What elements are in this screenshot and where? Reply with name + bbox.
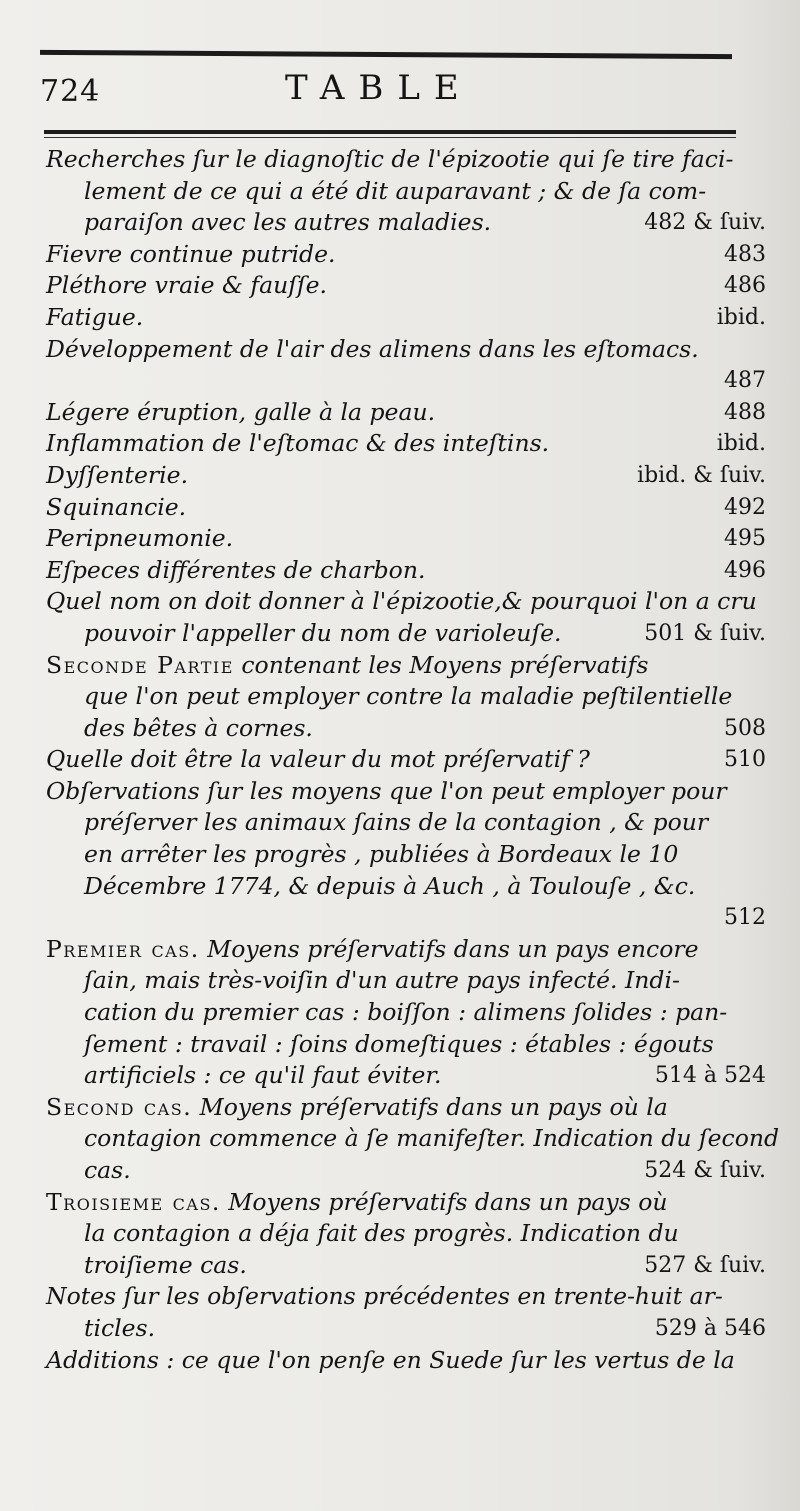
toc-entry-text: Moyens préſervatifs dans un pays où la bbox=[192, 1092, 668, 1121]
toc-entry-text: Fatigue. bbox=[46, 302, 144, 331]
toc-entry-text: Pléthore vraie & fauſſe. bbox=[46, 271, 327, 300]
toc-entry-text: Notes ſur les obſervations précédentes en trente-huit ar- bbox=[46, 1282, 723, 1311]
toc-entry bbox=[46, 492, 766, 524]
toc-entry-text: Développement de l'air des alimens dans les eſtomacs. bbox=[46, 334, 699, 363]
toc-entry-page-ref: 512 bbox=[724, 905, 766, 931]
toc-entry-text: lement de ce qui a été dit auparavant ; & de ſa com- bbox=[84, 176, 707, 205]
toc-entry-text: Quel nom on doit donner à l'épizootie,& pourquoi l'on a cru bbox=[46, 587, 757, 616]
toc-entry-page-ref: 487 bbox=[724, 368, 766, 394]
toc-entry-page-ref: ibid. bbox=[716, 431, 766, 457]
toc-entry-page-ref: 488 bbox=[724, 399, 766, 425]
toc-entry-line bbox=[46, 586, 766, 618]
toc-entry-text: ſement : travail : ſoins domeſtiques : étables : égouts bbox=[84, 1029, 714, 1058]
toc-entry-line bbox=[46, 1345, 766, 1377]
toc-entry-page-ref: 524 & ſuiv. bbox=[644, 1158, 766, 1183]
toc-entry-text: Quelle doit être la valeur du mot préſervatif ? bbox=[46, 745, 590, 774]
toc-entry-line bbox=[46, 965, 766, 997]
toc-entry-text: Décembre 1774, & depuis à Auch , à Toulouſe , &c. bbox=[84, 871, 696, 900]
toc-entry-line bbox=[46, 555, 766, 587]
toc-entry bbox=[46, 1092, 780, 1187]
toc-entry bbox=[46, 397, 766, 429]
toc-entry-line bbox=[46, 776, 766, 808]
toc-entry-text: Légere éruption, galle à la peau. bbox=[46, 397, 436, 426]
toc-entry-lead: Seconde Partie bbox=[46, 650, 234, 679]
toc-entry bbox=[46, 650, 766, 745]
toc-entry-line bbox=[46, 807, 766, 839]
toc-entry-page-ref: 501 & ſuiv. bbox=[644, 620, 766, 646]
toc-entry bbox=[46, 776, 766, 934]
toc-entry-line bbox=[46, 334, 766, 366]
toc-entry-page-ref: 482 & ſuiv. bbox=[644, 210, 766, 236]
toc-entry-line bbox=[46, 997, 766, 1029]
toc-entry bbox=[46, 934, 766, 1092]
toc-entry bbox=[46, 1281, 766, 1344]
toc-entry-text: Fievre continue putride. bbox=[46, 239, 336, 268]
toc-entry-line bbox=[46, 523, 766, 555]
toc-entry-line bbox=[46, 934, 766, 966]
header-rule-bottom bbox=[44, 130, 736, 134]
toc-entry-line bbox=[46, 176, 766, 208]
toc-entry-line bbox=[46, 207, 766, 239]
toc-entry-text: Additions : ce que l'on penſe en Suede ſur les vertus de la bbox=[46, 1345, 735, 1374]
toc-entry-page-ref: 495 bbox=[724, 526, 766, 552]
toc-entry-page-ref: ibid. & ſuiv. bbox=[637, 462, 766, 488]
toc-entry-line bbox=[46, 1281, 766, 1313]
toc-entry-text: contagion commence à ſe manifeſter. Indication du ſecond bbox=[84, 1124, 780, 1153]
toc-entry-page-ref: 527 & ſuiv. bbox=[644, 1252, 766, 1278]
toc-entry bbox=[46, 144, 766, 239]
toc-entry-line bbox=[46, 618, 766, 650]
toc-entry-lead: Troisieme cas. bbox=[46, 1187, 221, 1216]
toc-entry-text: Moyens préſervatifs dans un pays où bbox=[220, 1187, 668, 1216]
toc-entry-lead: Premier cas. bbox=[46, 934, 200, 963]
toc-entry-page-ref: 483 bbox=[724, 241, 766, 267]
toc-entry bbox=[46, 586, 766, 649]
toc-entry-line bbox=[46, 302, 766, 334]
toc-entry-text: Inflammation de l'eſtomac & des inteſtins. bbox=[46, 429, 550, 458]
toc-entry-page-ref: ibid. bbox=[716, 304, 766, 330]
toc-entry-text: paraiſon avec les autres maladies. bbox=[84, 208, 492, 237]
toc-entry-text: artificiels : ce qu'il faut éviter. bbox=[84, 1061, 442, 1090]
toc-entry-text: Dyſſenterie. bbox=[46, 460, 189, 489]
toc-entry-text: cas. bbox=[84, 1156, 131, 1184]
toc-entry-text: pouvoir l'appeller du nom de varioleuſe. bbox=[84, 618, 562, 647]
toc-entry-line bbox=[46, 1218, 766, 1250]
toc-entry-line bbox=[46, 1060, 766, 1092]
toc-entry-line bbox=[46, 744, 766, 776]
toc-entry-page-ref: 496 bbox=[724, 557, 766, 583]
toc-entry-page-ref: 510 bbox=[724, 747, 766, 773]
toc-entry-text: Obſervations ſur les moyens que l'on peut employer pour bbox=[46, 776, 727, 805]
toc-entry-line bbox=[46, 839, 766, 871]
toc-entry bbox=[46, 744, 766, 776]
toc-entry-line bbox=[46, 144, 766, 176]
toc-entry bbox=[46, 555, 766, 587]
toc-entry-line bbox=[46, 681, 766, 713]
toc-entry bbox=[46, 302, 766, 334]
toc-entry-page-ref: 529 à 546 bbox=[654, 1315, 766, 1341]
toc-entry-text: contenant les Moyens préſervatifs bbox=[233, 650, 649, 679]
toc-entry-text: Eſpeces différentes de charbon. bbox=[46, 555, 426, 584]
toc-entry bbox=[46, 428, 766, 460]
toc-entry bbox=[46, 523, 766, 555]
toc-entry-line bbox=[46, 1155, 766, 1187]
toc-entry-text: préſerver les animaux ſains de la contagion , & pour bbox=[84, 808, 709, 837]
toc-entry-line bbox=[46, 460, 766, 492]
toc-entry-line bbox=[46, 492, 766, 524]
toc-entry bbox=[46, 1187, 766, 1282]
page-number: 724 bbox=[40, 74, 101, 109]
toc-entry-page-ref: 492 bbox=[724, 494, 766, 520]
toc-entry-text: des bêtes à cornes. bbox=[84, 713, 313, 742]
toc-entry-text: Recherches ſur le diagnoſtic de l'épizootie qui ſe tire faci- bbox=[46, 145, 734, 173]
toc-entry bbox=[46, 270, 766, 302]
table-of-contents bbox=[46, 144, 780, 1376]
toc-entry-line bbox=[46, 1250, 766, 1282]
toc-entry-text: ticles. bbox=[84, 1313, 156, 1342]
toc-entry-line bbox=[46, 871, 766, 903]
toc-entry-line bbox=[46, 713, 766, 745]
toc-entry-line bbox=[46, 239, 766, 271]
toc-entry bbox=[46, 239, 766, 271]
toc-entry-page-ref: 514 à 524 bbox=[654, 1063, 766, 1089]
toc-entry-line bbox=[46, 1123, 780, 1155]
toc-entry bbox=[46, 1345, 766, 1377]
toc-entry-line bbox=[46, 1029, 766, 1061]
toc-entry-line bbox=[46, 650, 766, 682]
toc-entry-text: Peripneumonie. bbox=[46, 524, 234, 553]
toc-entry bbox=[46, 334, 766, 397]
toc-entry-text: Moyens préſervatifs dans un pays encore bbox=[199, 934, 699, 963]
toc-entry-line bbox=[46, 1092, 766, 1124]
toc-entry-text: en arrêter les progrès , publiées à Bordeaux le 10 bbox=[84, 840, 679, 869]
toc-entry-lead: Second cas. bbox=[46, 1092, 193, 1121]
header-rule-top bbox=[40, 50, 732, 59]
toc-entry-line bbox=[46, 428, 766, 460]
toc-entry-text: la contagion a déja fait des progrès. Indication du bbox=[84, 1219, 679, 1248]
toc-entry bbox=[46, 460, 766, 492]
toc-entry-page-ref: 486 bbox=[724, 273, 766, 299]
toc-entry-text: ſain, mais très-voiſin d'un autre pays infecté. Indi- bbox=[84, 966, 680, 995]
toc-entry-text: que l'on peut employer contre la maladie peſtilentielle bbox=[84, 682, 733, 711]
toc-entry-line bbox=[46, 1187, 766, 1219]
toc-entry-line bbox=[46, 270, 766, 302]
toc-entry-text: cation du premier cas : boiſſon : alimens ſolides : pan- bbox=[84, 998, 728, 1027]
toc-entry-text: Squinancie. bbox=[46, 492, 187, 521]
toc-entry-text: troiſieme cas. bbox=[84, 1250, 247, 1279]
header-rule-bottom-thin bbox=[44, 137, 736, 138]
toc-entry-line bbox=[46, 397, 766, 429]
toc-entry-line bbox=[46, 1313, 766, 1345]
running-title: TABLE bbox=[285, 68, 473, 108]
toc-entry-page-ref: 508 bbox=[724, 715, 766, 741]
